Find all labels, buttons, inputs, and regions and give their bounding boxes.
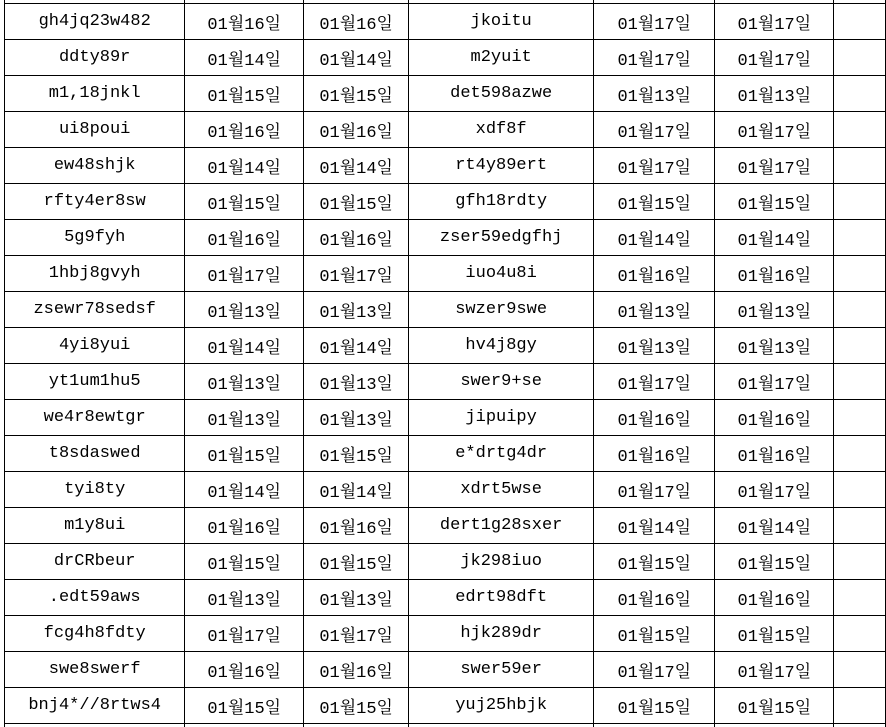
cell-date-left-a[interactable]: 01월13일 [185,400,304,436]
data-table [4,0,886,727]
cell-date-right-a[interactable]: 01월15일 [594,688,715,724]
table-row [5,364,886,400]
cell-clipped-col[interactable] [834,40,886,76]
cell-date-left-b[interactable]: 01월13일 [304,292,409,328]
cell-clipped-col[interactable] [834,148,886,184]
cell-date-right-a[interactable]: 01월16일 [594,256,715,292]
cell-id-right[interactable]: dert1g28sxer [409,508,594,544]
cell-date-left-a[interactable]: 01월15일 [185,544,304,580]
cell-id-right[interactable]: zser59edgfhj [409,220,594,256]
cell-clipped-col[interactable] [834,544,886,580]
cell-date-right-b[interactable]: 01월13일 [715,292,834,328]
cell-date-right-a[interactable]: 01월15일 [594,616,715,652]
cell-date-left-a[interactable]: 01월13일 [185,292,304,328]
cell-date-left-b[interactable]: 01월15일 [304,544,409,580]
cell-date-right-a[interactable]: 01월17일 [594,112,715,148]
cell-date-right-a[interactable]: 01월17일 [594,40,715,76]
cell-date-right-b[interactable]: 01월14일 [715,508,834,544]
cell-date-right-b[interactable]: 01월16일 [715,256,834,292]
cell-clipped-col[interactable] [834,472,886,508]
cell-date-right-b[interactable]: 01월16일 [715,400,834,436]
table-row [5,688,886,724]
table-row [5,148,886,184]
cell-clipped-col[interactable] [834,112,886,148]
cell-date-left-b[interactable]: 01월15일 [304,76,409,112]
cell-date-right-b[interactable]: 01월17일 [715,40,834,76]
table-row [5,328,886,364]
cell-date-left-a[interactable]: 01월13일 [185,364,304,400]
cell-id-right[interactable]: m2yuit [409,40,594,76]
table-row [5,292,886,328]
cell-clipped-col[interactable] [834,76,886,112]
cell-date-right-a[interactable]: 01월15일 [594,184,715,220]
cell-date-right-b[interactable]: 01월17일 [715,472,834,508]
cell-date-left-b[interactable]: 01월13일 [304,580,409,616]
cell-id-left[interactable]: gh4jq23w482 [5,4,185,40]
cell-date-left-a[interactable] [185,724,304,727]
cell-date-left-b[interactable]: 01월16일 [304,508,409,544]
cell-date-right-a[interactable]: 01월17일 [594,472,715,508]
cell-id-left[interactable]: rfty4er8sw [5,184,185,220]
cell-id-right[interactable]: swer59er [409,652,594,688]
cell-id-right[interactable]: hv4j8gy [409,328,594,364]
cell-id-right[interactable]: jipuipy [409,400,594,436]
cell-date-right-b[interactable]: 01월15일 [715,184,834,220]
cell-id-left[interactable]: ew48shjk [5,148,185,184]
cell-id-left[interactable]: tyi8ty [5,472,185,508]
cell-date-right-b[interactable]: 01월15일 [715,688,834,724]
table-row [5,40,886,76]
cell-date-right-a[interactable]: 01월13일 [594,76,715,112]
cell-id-left[interactable]: 4yi8yui [5,328,185,364]
cell-date-left-b[interactable]: 01월14일 [304,328,409,364]
cell-date-left-a[interactable]: 01월15일 [185,436,304,472]
cell-id-left[interactable]: ui8poui [5,112,185,148]
table-row [5,76,886,112]
cell-date-left-b[interactable]: 01월15일 [304,688,409,724]
cell-date-left-b[interactable]: 01월16일 [304,220,409,256]
cell-id-right[interactable]: edrt98dft [409,580,594,616]
cell-date-left-a[interactable]: 01월15일 [185,688,304,724]
cell-id-left[interactable]: bnj4*//8rtws4 [5,688,185,724]
cell-date-left-b[interactable]: 01월13일 [304,364,409,400]
cell-date-left-a[interactable]: 01월14일 [185,40,304,76]
cell-id-right[interactable]: gfh18rdty [409,184,594,220]
cell-date-right-a[interactable]: 01월17일 [594,4,715,40]
cell-date-right-a[interactable]: 01월17일 [594,364,715,400]
cell-id-left[interactable]: ddty89r [5,40,185,76]
cell-id-right[interactable]: xdrt5wse [409,472,594,508]
cell-date-right-a[interactable]: 01월16일 [594,436,715,472]
cell-date-left-b[interactable]: 01월15일 [304,184,409,220]
cell-clipped-col[interactable] [834,616,886,652]
cell-date-right-a[interactable] [594,724,715,727]
cell-clipped-col[interactable] [834,688,886,724]
table-row [5,652,886,688]
cell-date-left-b[interactable]: 01월17일 [304,616,409,652]
cell-date-left-a[interactable]: 01월14일 [185,328,304,364]
cell-id-right[interactable]: xdf8f [409,112,594,148]
cell-id-left[interactable]: drCRbeur [5,544,185,580]
table-row [5,4,886,40]
table-row [5,616,886,652]
cell-id-right[interactable]: e*drtg4dr [409,436,594,472]
cell-date-left-b[interactable]: 01월16일 [304,652,409,688]
cell-date-left-a[interactable]: 01월17일 [185,616,304,652]
cell-date-right-b[interactable]: 01월16일 [715,580,834,616]
table-row-clipped-bottom [5,724,886,727]
cell-date-right-a[interactable]: 01월13일 [594,328,715,364]
cell-clipped-col[interactable] [834,184,886,220]
cell-date-right-b[interactable]: 01월13일 [715,76,834,112]
cell-id-left[interactable]: zsewr78sedsf [5,292,185,328]
cell-id-left[interactable]: .edt59aws [5,580,185,616]
cell-id-left[interactable]: m1y8ui [5,508,185,544]
cell-clipped-col[interactable] [834,328,886,364]
cell-id-right[interactable]: yuj25hbjk [409,688,594,724]
cell-id-left[interactable]: t8sdaswed [5,436,185,472]
cell-id-right[interactable] [409,724,594,727]
cell-date-left-a[interactable]: 01월16일 [185,220,304,256]
table-row [5,472,886,508]
cell-date-right-b[interactable]: 01월17일 [715,112,834,148]
table-row [5,184,886,220]
table-row [5,436,886,472]
cell-date-right-a[interactable]: 01월16일 [594,400,715,436]
table-row [5,112,886,148]
cell-date-right-a[interactable]: 01월17일 [594,652,715,688]
table-row [5,220,886,256]
cell-id-right[interactable]: hjk289dr [409,616,594,652]
cell-date-left-b[interactable]: 01월17일 [304,256,409,292]
cell-date-left-a[interactable]: 01월16일 [185,4,304,40]
cell-date-left-b[interactable]: 01월15일 [304,436,409,472]
table-row [5,400,886,436]
cell-clipped-col[interactable] [834,580,886,616]
cell-date-left-b[interactable]: 01월14일 [304,40,409,76]
cell-id-right[interactable]: swzer9swe [409,292,594,328]
cell-date-left-a[interactable]: 01월15일 [185,76,304,112]
cell-date-left-a[interactable]: 01월15일 [185,184,304,220]
cell-date-left-a[interactable]: 01월16일 [185,112,304,148]
table-row [5,544,886,580]
cell-date-left-b[interactable]: 01월16일 [304,112,409,148]
cell-clipped-col[interactable] [834,220,886,256]
cell-clipped-col[interactable] [834,652,886,688]
cell-date-left-a[interactable]: 01월14일 [185,472,304,508]
cell-date-right-a[interactable]: 01월14일 [594,508,715,544]
cell-date-right-b[interactable]: 01월17일 [715,364,834,400]
cell-date-left-b[interactable]: 01월16일 [304,4,409,40]
cell-clipped-col[interactable] [834,4,886,40]
cell-date-right-b[interactable]: 01월15일 [715,616,834,652]
cell-date-right-b[interactable] [715,724,834,727]
cell-id-left[interactable]: fcg4h8fdty [5,616,185,652]
cell-id-left[interactable]: m1,18jnkl [5,76,185,112]
cell-date-right-b[interactable]: 01월17일 [715,148,834,184]
cell-date-right-b[interactable]: 01월16일 [715,436,834,472]
cell-date-right-a[interactable]: 01월14일 [594,220,715,256]
cell-date-right-b[interactable]: 01월17일 [715,652,834,688]
cell-clipped-col[interactable] [834,364,886,400]
table-row [5,256,886,292]
cell-id-right[interactable]: rt4y89ert [409,148,594,184]
cell-id-right[interactable]: jk298iuo [409,544,594,580]
cell-clipped-col[interactable] [834,256,886,292]
cell-date-left-a[interactable]: 01월16일 [185,508,304,544]
cell-date-left-a[interactable]: 01월14일 [185,148,304,184]
table-row [5,580,886,616]
cell-date-left-b[interactable]: 01월14일 [304,472,409,508]
cell-date-left-a[interactable]: 01월16일 [185,652,304,688]
cell-id-left[interactable]: we4r8ewtgr [5,400,185,436]
cell-clipped-col[interactable] [834,508,886,544]
cell-date-left-b[interactable]: 01월13일 [304,400,409,436]
cell-date-right-a[interactable]: 01월16일 [594,580,715,616]
cell-clipped-col[interactable] [834,724,886,727]
cell-clipped-col[interactable] [834,292,886,328]
cell-date-right-b[interactable]: 01월13일 [715,328,834,364]
cell-date-right-a[interactable]: 01월13일 [594,292,715,328]
cell-id-left[interactable]: 5g9fyh [5,220,185,256]
cell-id-left[interactable]: yt1um1hu5 [5,364,185,400]
cell-id-left[interactable]: swe8swerf [5,652,185,688]
cell-clipped-col[interactable] [834,400,886,436]
cell-id-right[interactable]: jkoitu [409,4,594,40]
cell-date-right-a[interactable]: 01월15일 [594,544,715,580]
cell-id-right[interactable]: iuo4u8i [409,256,594,292]
cell-date-right-b[interactable]: 01월14일 [715,220,834,256]
cell-date-right-b[interactable]: 01월15일 [715,544,834,580]
table-row [5,508,886,544]
cell-id-right[interactable]: swer9+se [409,364,594,400]
cell-id-right[interactable]: det598azwe [409,76,594,112]
cell-id-left[interactable]: 1hbj8gvyh [5,256,185,292]
cell-date-left-b[interactable]: 01월14일 [304,148,409,184]
cell-date-right-b[interactable]: 01월17일 [715,4,834,40]
cell-date-left-b[interactable] [304,724,409,727]
cell-date-left-a[interactable]: 01월17일 [185,256,304,292]
cell-id-left[interactable] [5,724,185,727]
cell-date-right-a[interactable]: 01월17일 [594,148,715,184]
cell-clipped-col[interactable] [834,436,886,472]
cell-date-left-a[interactable]: 01월13일 [185,580,304,616]
